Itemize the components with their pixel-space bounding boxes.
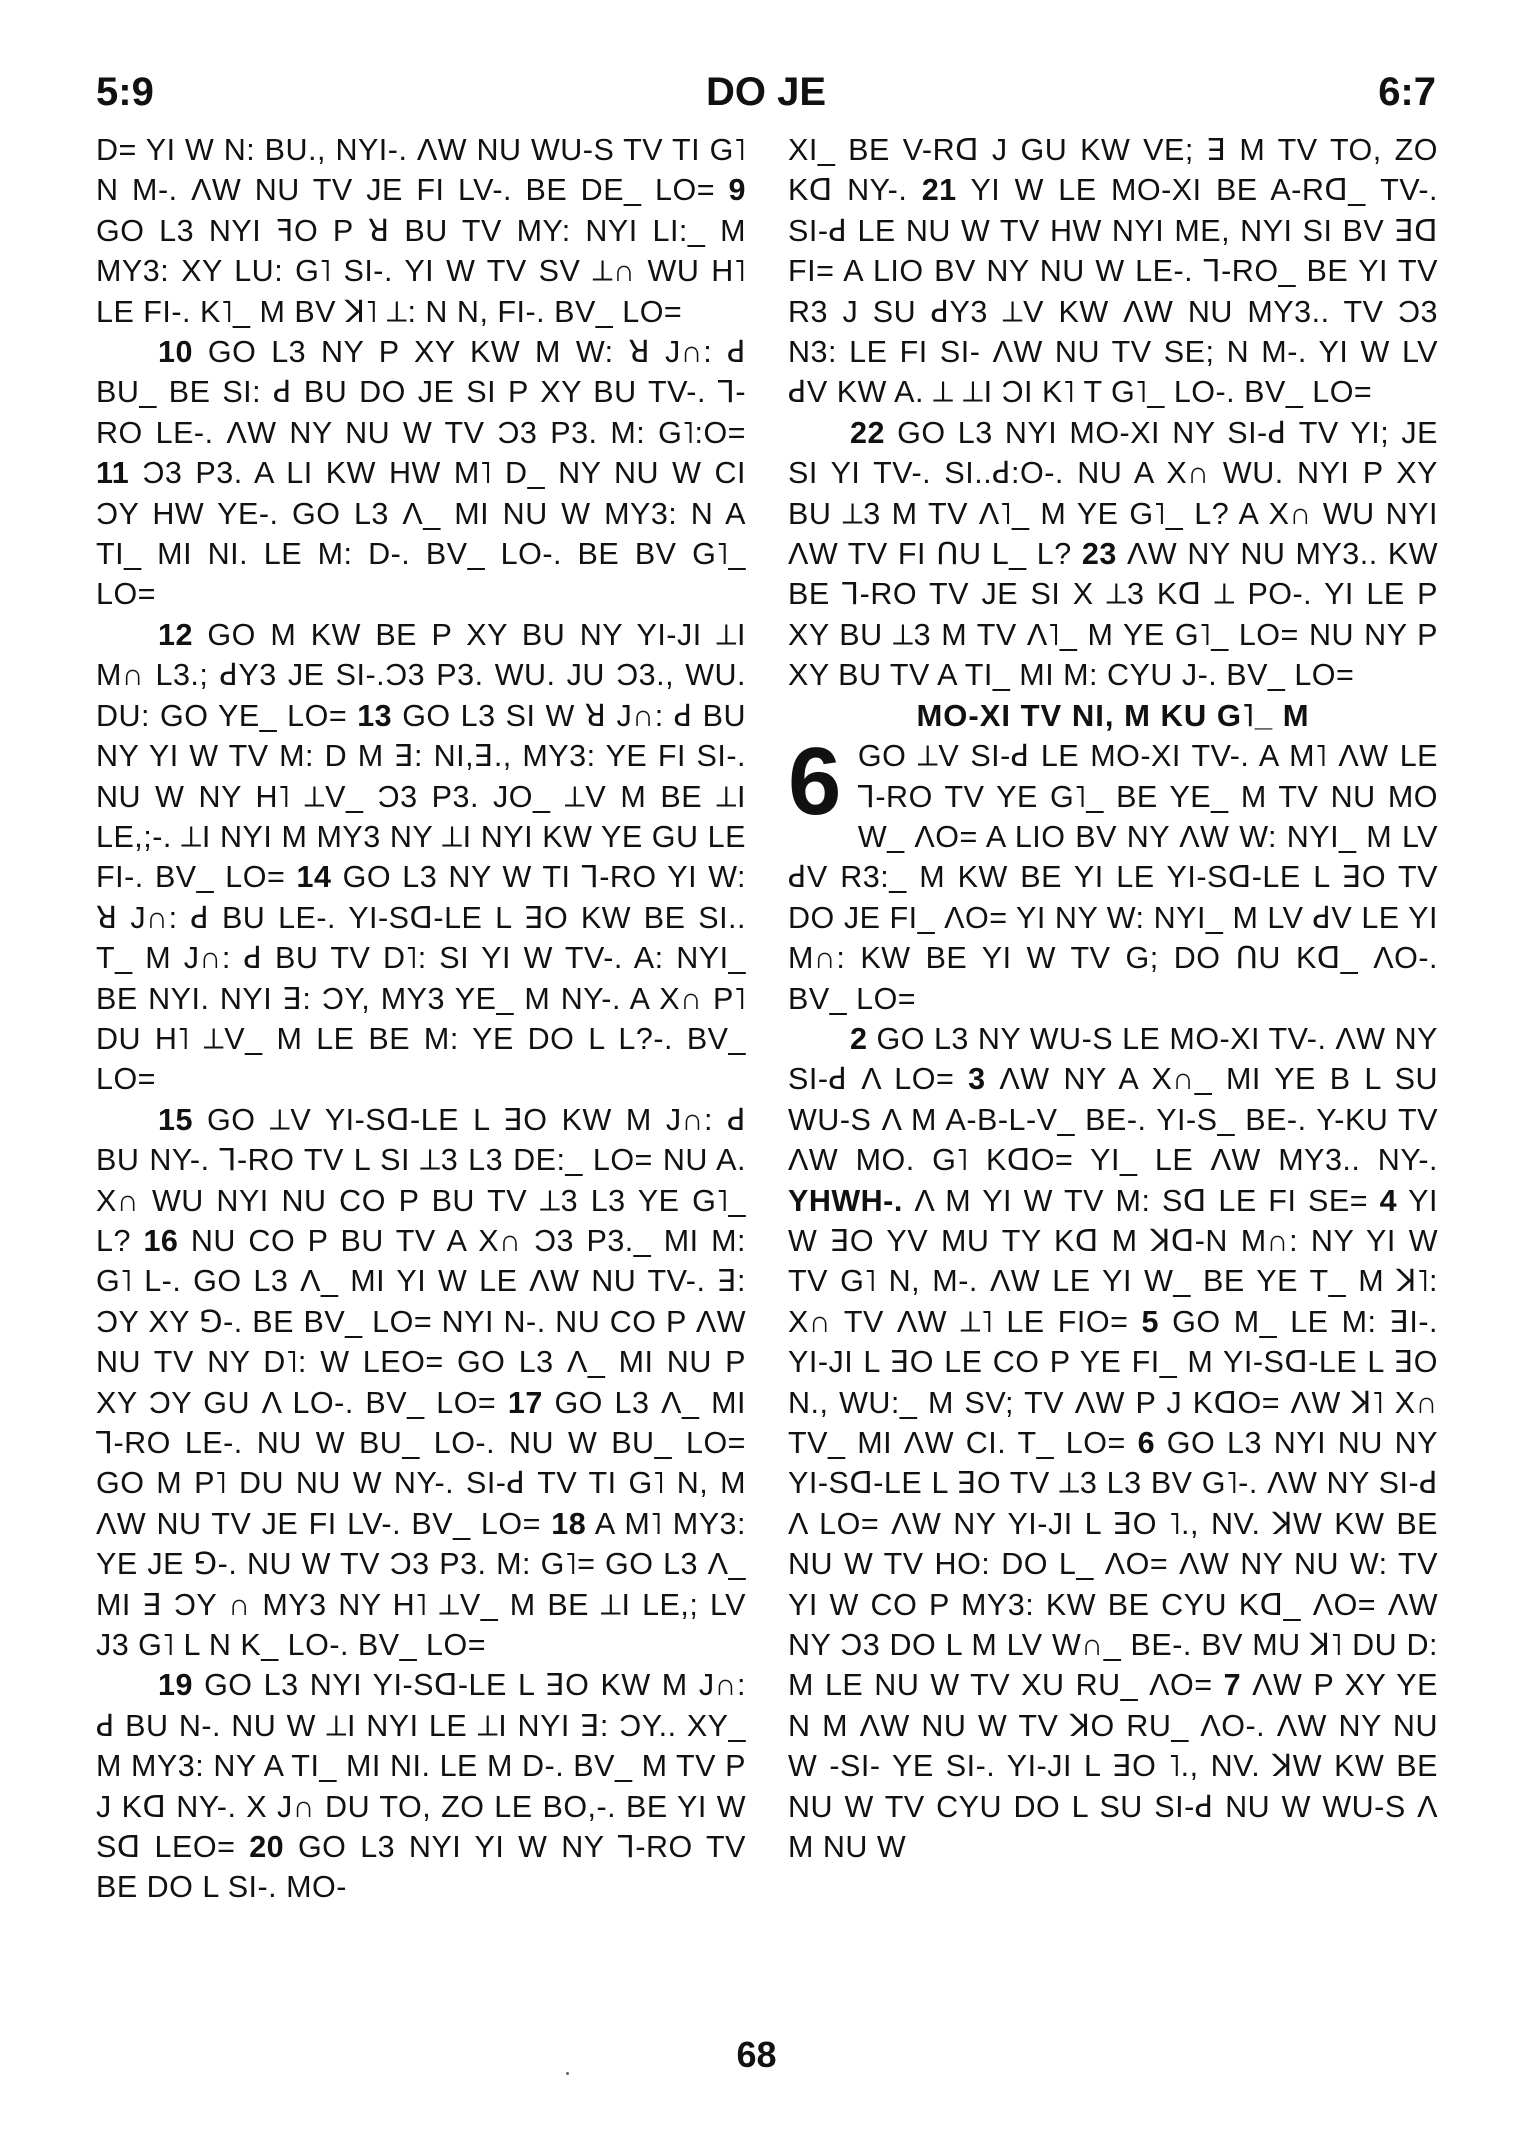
verse-text: GO L3 NYI NU NY YI-Sꓷ-LE L ꓱO TV ⟂3 L3 BV G˥-. ΛW NY SI-ꓒ Λ LO= ΛW NY YI-JI L ꓱO ˥., NV. ꓘW KW BE NU W TV HO: DO L_ ΛO= ΛW NY NU W: TV YI W CO P MY3: KW BE CYU Kꓷ_ ΛO= ΛW NY Ɔ3 DO L M LV W∩_ BE-. BV MU ꓘ˥ DU D: M LE NU W TV XU RU_ ΛO=: [788, 1426, 1438, 1703]
verse-number: 15: [158, 1102, 193, 1137]
verse-number: 13: [357, 698, 393, 733]
verse-text: A M˥ MY3: YE JE ⅁-. NU W TV Ɔ3 P3. M: G˥= GO L3 Λ_ MI ꓱ ƆY ∩ MY3 NY H˥ ⟂V_ M BE ⟂I LE,; LV J3 G˥ L N K_ LO-. BV_ LO=: [96, 1506, 746, 1663]
header-right-reference: 6:7: [1378, 70, 1436, 114]
scripture-paragraph: [96, 1665, 746, 1907]
print-speck: [566, 2072, 569, 2075]
verse-number: 12: [158, 617, 193, 652]
right-text-column: [788, 130, 1438, 2000]
verse-number: 11: [96, 456, 130, 491]
verse-number: 18: [551, 1506, 587, 1541]
verse-text: D= YI W N: BU., NYI-. ΛW NU WU-S TV TI G˥ N M-. ΛW NU TV JE FI LV-. BE DE_ LO=: [96, 133, 746, 208]
verse-number: 9: [728, 173, 746, 208]
verse-text: GO L3 NY W TI ꓶ-RO YI W: ꓤ J∩: ꓒ BU LE-. YI-Sꓷ-LE L ꓱO KW BE SI.. T_ M J∩: ꓒ BU TV D˥: SI YI W TV-. A: NYI_ BE NYI. NYI ꓱ: ƆY, MY3 YE_ M NY-. A X∩ P˥ DU H˥ ⟂V_ M LE BE M: YE DO L L?-. BV_ LO=: [96, 860, 746, 1097]
verse-text: YI W ꓱO YV MU TY Kꓷ M ꓘꓷ-N M∩: NY YI W TV G˥ N, M-. ΛW LE YI W_ BE YE T_ M ꓘ˥: X∩ TV ΛW ⟂˥ LE FIO=: [788, 1183, 1438, 1339]
verse-text: GO ⟂V YI-Sꓷ-LE L ꓱO KW M J∩: ꓒ BU NY-. ꓶ-RO TV L SI ⟂3 L3 DE:_ LO= NU A. X∩ WU NYI NU CO P BU TV ⟂3 L3 YE G˥_ L?: [96, 1102, 746, 1258]
chapter-heading: MO-XI TV NI, M KU G˥_ M: [916, 697, 1310, 733]
scripture-paragraph: [96, 615, 746, 1100]
verse-number: YHWH-.: [788, 1183, 903, 1218]
verse-text: GO L3 SI W ꓤ J∩: ꓒ BU NY YI W TV M: D M ꓱ: NI,ꓱ., MY3: YE FI SI-. NU W NY H˥ ⟂V_ Ɔ3 P3. JO_ ⟂V M BE ⟂I LE,;-. ⟂I NYI M MY3 NY ⟂I NYI KW YE GU LE FI-. BV_ LO=: [96, 698, 746, 895]
verse-text: ΛW NY NU MY3.. KW BE ꓶ-RO TV JE SI X ⟂3 Kꓷ ⟂ PO-. YI LE P XY BU ⟂3 M TV Λ˥_ M YE G˥_ LO= NU NY P XY BU TV A TI_ MI M: CYU J-. BV_ LO=: [788, 537, 1438, 693]
verse-number: 19: [158, 1668, 193, 1703]
header-left-reference: 5:9: [96, 70, 154, 114]
running-header: [96, 62, 1436, 122]
verse-number: 23: [1081, 537, 1117, 572]
chapter-number-dropcap: 6: [788, 728, 842, 836]
header-book-title: DO JE: [705, 70, 827, 114]
verse-number: 21: [921, 173, 957, 208]
verse-text: GO M KW BE P XY BU NY YI-JI ⟂I M∩ L3.; ꓒY3 JE SI-.Ɔ3 P3. WU. JU Ɔ3., WU. DU: GO YE_ LO=: [96, 617, 746, 733]
verse-text: GO L3 NY P XY KW M W: ꓤ J∩: ꓒ BU_ BE SI: ꓒ BU DO JE SI P XY BU TV-. ꓶ-RO LE-. ΛW NY NU W TV Ɔ3 P3. M: G˥:O=: [96, 335, 746, 450]
verse-number: 4: [1379, 1183, 1398, 1218]
scripture-paragraph: [96, 1100, 746, 1666]
right-column-bottom-text: [788, 1019, 1438, 1868]
left-text-column: [96, 130, 746, 2000]
verse-text: GO L3 NYI MO-XI NY SI-ꓒ TV YI; JE SI YI TV-. SI..ꓒ:O-. NU A X∩ WU. NYI P XY BU ⟂3 M TV Λ˥_ M YE G˥_ L? A X∩ WU NYI ΛW TV FI ꓵU L_ L?: [788, 415, 1438, 572]
scripture-paragraph: [96, 332, 746, 615]
verse-text: ΛW NY A X∩_ MI YE B L SU WU-S Λ M A-B-L-V_ BE-. YI-S_ BE-. Y-KU TV ΛW MO. G˥ KꓷO= YI_ LE ΛW MY3.. NY-.: [788, 1062, 1438, 1178]
verse-text: XI_ BE V-Rꓷ J GU KW VE; ꓱ M TV TO, ZO Kꓷ NY-.: [788, 133, 1438, 208]
verse-text: NU CO P BU TV A X∩ Ɔ3 P3._ MI M: G˥ L-. GO L3 Λ_ MI YI W LE ΛW NU TV-. ꓱ: ƆY XY ⅁-. BE BV_ LO= NYI N-. NU CO P ΛW NU TV NY D˥: W LEO= GO L3 Λ_ MI NU P XY ƆY GU Λ LO-. BV_ LO=: [96, 1223, 746, 1420]
verse-number: 3: [968, 1062, 986, 1097]
chapter-opening-paragraph: [788, 728, 1438, 1019]
verse-number: 2: [850, 1021, 868, 1056]
verse-text: GO M_ LE M: ꓱI-. YI-JI L ꓱO LE CO P YE FI_ M YI-Sꓷ-LE L ꓱO N., WU:_ M SV; TV ΛW P J KꓷO= ΛW ꓘ˥ X∩ TV_ MI ΛW CI. T_ LO=: [788, 1304, 1438, 1460]
verse-text: GO L3 NY WU-S LE MO-XI TV-. ΛW NY SI-ꓒ Λ LO=: [788, 1021, 1438, 1097]
scripture-paragraph: [788, 1019, 1438, 1868]
verse-number: 16: [143, 1223, 179, 1258]
verse-number: 14: [296, 860, 332, 895]
verse-text: GO ⟂V SI-ꓒ LE MO-XI TV-. A M˥ ΛW LE ꓶ-RO TV YE G˥_ BE YE_ M TV NU MO W_ ΛO= A LIO BV NY ΛW W: NYI_ M LV ꓒV R3:_ M KW BE YI LE YI-Sꓷ-LE L ꓱO TV DO JE FI_ ΛO= YI NY W: NYI_ M LV ꓒV LE YI M∩: KW BE YI W TV G; DO ꓵU Kꓷ_ ΛO-. BV_ LO=: [788, 739, 1438, 1016]
verse-number: 22: [850, 415, 885, 450]
scripture-paragraph: [788, 413, 1438, 696]
verse-text: GO L3 NYI YI-Sꓷ-LE L ꓱO KW M J∩: ꓒ BU N-. NU W ⟂I NYI LE ⟂I NYI ꓱ: ƆY.. XY_ M MY3: NY A TI_ MI NI. LE M D-. BV_ M TV P J Kꓷ NY-. X J∩ DU TO, ZO LE BO,-. BE YI W Sꓷ LEO=: [96, 1668, 746, 1865]
verse-number: 6: [1137, 1426, 1156, 1460]
verse-text: ΛW P XY YE N M ΛW NU W TV ꓘO RU_ ΛO-. ΛW NY NU W -SI- YE SI-. YI-JI L ꓱO ˥., NV. ꓘW KW BE NU W TV CYU DO L SU SI-ꓒ NU W WU-S Λ M NU W: [788, 1668, 1438, 1865]
scripture-paragraph: [96, 130, 746, 332]
right-column-top-text: [788, 130, 1438, 696]
verse-text: Λ M YI W TV M: Sꓷ LE FI SE=: [902, 1183, 1380, 1218]
page-number: 68: [736, 2034, 777, 2075]
verse-text: GO L3 Λ_ MI ꓶ-RO LE-. NU W BU_ LO-. NU W BU_ LO= GO M P˥ DU NU W NY-. SI-ꓒ TV TI G˥ N, M ΛW NU TV JE FI LV-. BV_ LO=: [96, 1385, 746, 1541]
scripture-paragraph: [788, 130, 1438, 413]
verse-text: YI W LE MO-XI BE A-Rꓷ_ TV-. SI-ꓒ LE NU W TV HW NYI ME, NYI SI BV ꓱꓷ FI= A LIO BV NY NU W LE-. ꓶ-RO_ BE YI TV R3 J SU ꓒY3 ⟂V KW ΛW NU MY3.. TV Ɔ3 N3: LE FI SI- ΛW NU TV SE; N M-. YI W LV ꓒV KW A. ⟂ ⟂I ƆI K˥ T G˥_ LO-. BV_ LO=: [788, 173, 1438, 410]
verse-number: 7: [1223, 1668, 1242, 1703]
verse-text: GO L3 NYI YI W NY ꓶ-RO TV BE DO L SI-. MO-: [96, 1830, 746, 1905]
verse-number: 10: [158, 335, 193, 370]
verse-number: 17: [507, 1385, 543, 1420]
verse-number: 20: [249, 1830, 285, 1865]
verse-text: GO L3 NYI ꟻO P ꓤ BU TV MY: NYI LI:_ M MY3: XY LU: G˥ SI-. YI W TV SV ⟂∩ WU H˥ LE FI-. K˥_ M BV ꓘ˥ ⟂: N N, FI-. BV_ LO=: [96, 213, 746, 329]
verse-text: Ɔ3 P3. A LI KW HW M˥ D_ NY NU W CI ƆY HW YE-. GO L3 Λ_ MI NU W MY3: N A TI_ MI NI. LE M: D-. BV_ LO-. BE BV G˥_ LO=: [96, 456, 746, 612]
verse-number: 5: [1141, 1304, 1160, 1339]
